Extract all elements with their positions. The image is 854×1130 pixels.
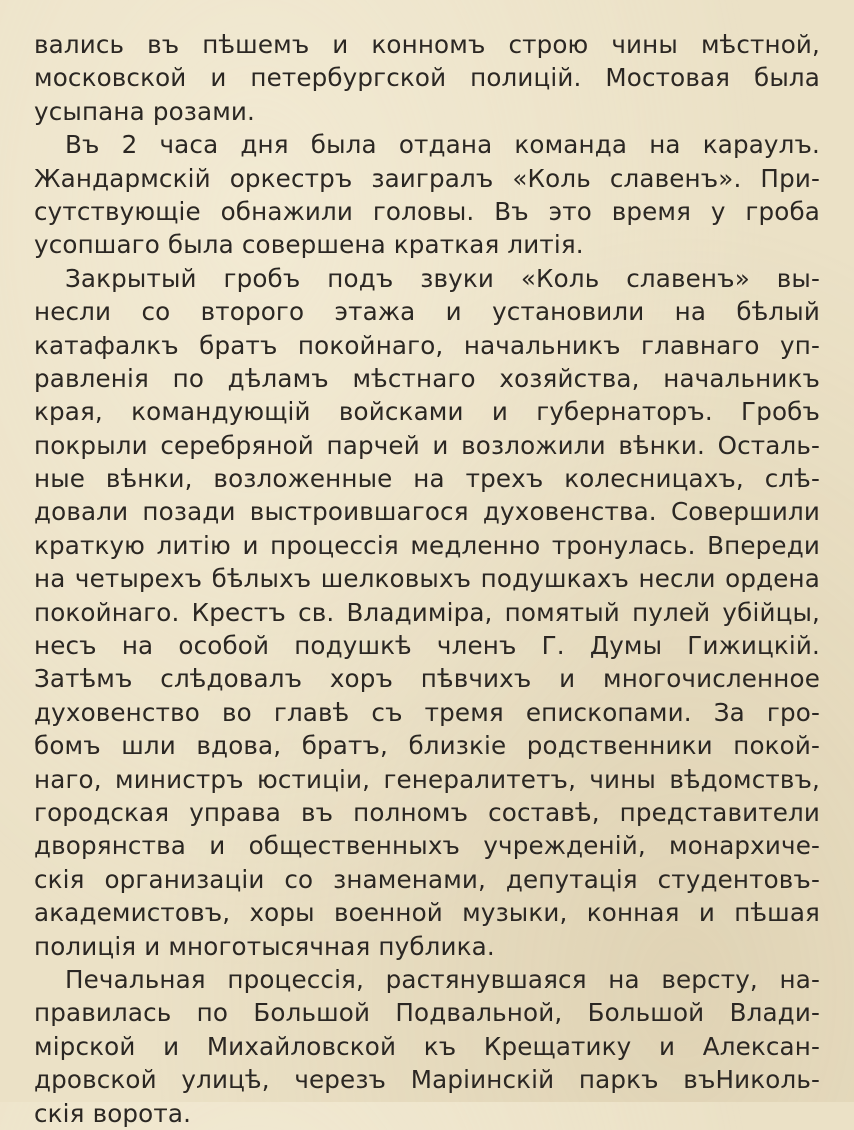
text-line: наго, министръ юстиціи, генералитетъ, чины вѣдомствъ, (34, 764, 820, 794)
text-line: городская управа въ полномъ составѣ, представители (34, 797, 820, 827)
text-line: дворянства и общественныхъ учрежденій, монархиче- (34, 831, 820, 861)
text-body (34, 28, 820, 1130)
text-line: равленія по дѣламъ мѣстнаго хозяйства, начальникъ (34, 363, 820, 393)
paragraph (34, 128, 820, 262)
text-line: скія ворота. (34, 1098, 192, 1128)
text-line: академистовъ, хоры военной музыки, конная и пѣшая (34, 898, 820, 928)
text-line: Закрытый гробъ подъ звуки «Коль славенъ» вы- (65, 263, 820, 293)
text-line: Въ 2 часа дня была отдана команда на караулъ. (65, 130, 820, 160)
paragraph (34, 28, 820, 128)
text-line: вались въ пѣшемъ и конномъ строю чины мѣстной, (34, 30, 820, 59)
text-line: сутствующіе обнажили головы. Въ это время у гроба (34, 196, 820, 226)
text-line: дровской улицѣ, черезъ Маріинскій паркъ въНиколь- (34, 1065, 820, 1095)
text-line: ные вѣнки, возложенные на трехъ колесницахъ, слѣ- (34, 464, 820, 494)
text-line: правилась по Большой Подвальной, Большой Влади- (34, 998, 820, 1028)
paragraph (34, 963, 820, 1130)
text-line: на четырехъ бѣлыхъ шелковыхъ подушкахъ несли ордена (34, 564, 820, 594)
text-line: бомъ шли вдова, братъ, близкіе родственники покой- (34, 731, 820, 761)
text-line: покрыли серебряной парчей и возложили вѣнки. Осталь- (34, 430, 820, 460)
text-line: усопшаго была совершена краткая литія. (34, 230, 584, 260)
text-line: края, командующій войсками и губернаторъ. Гробъ (34, 397, 820, 427)
text-line: довали позади выстроившагося духовенства. Совершили (34, 497, 820, 527)
text-line: скія организаціи со знаменами, депутація студентовъ- (34, 864, 820, 894)
text-line: московской и петербургской полицій. Мостовая была (34, 63, 820, 93)
text-line: покойнаго. Крестъ св. Владиміра, помятый пулей убійцы, (34, 597, 820, 627)
text-line: духовенство во главѣ съ тремя епископами. За гро- (34, 697, 820, 727)
text-line: несли со второго этажа и установили на бѣлый (34, 297, 820, 327)
paragraph (34, 262, 820, 963)
text-line: Печальная процессія, растянувшаяся на версту, на- (65, 964, 820, 994)
text-line: несъ на особой подушкѣ членъ Г. Думы Гижицкій. (34, 631, 820, 661)
text-line: полиція и многотысячная публика. (34, 931, 495, 961)
text-line: катафалкъ братъ покойнаго, начальникъ главнаго уп- (34, 330, 820, 360)
text-line: усыпана розами. (34, 96, 256, 126)
text-line: Жандармскій оркестръ заигралъ «Коль славенъ». При- (34, 163, 820, 193)
text-line: мірской и Михайловской къ Крещатику и Алексан- (34, 1031, 820, 1061)
text-line: Затѣмъ слѣдовалъ хоръ пѣвчихъ и многочисленное (34, 664, 820, 694)
text-line: краткую литію и процессія медленно тронулась. Впереди (34, 530, 820, 560)
